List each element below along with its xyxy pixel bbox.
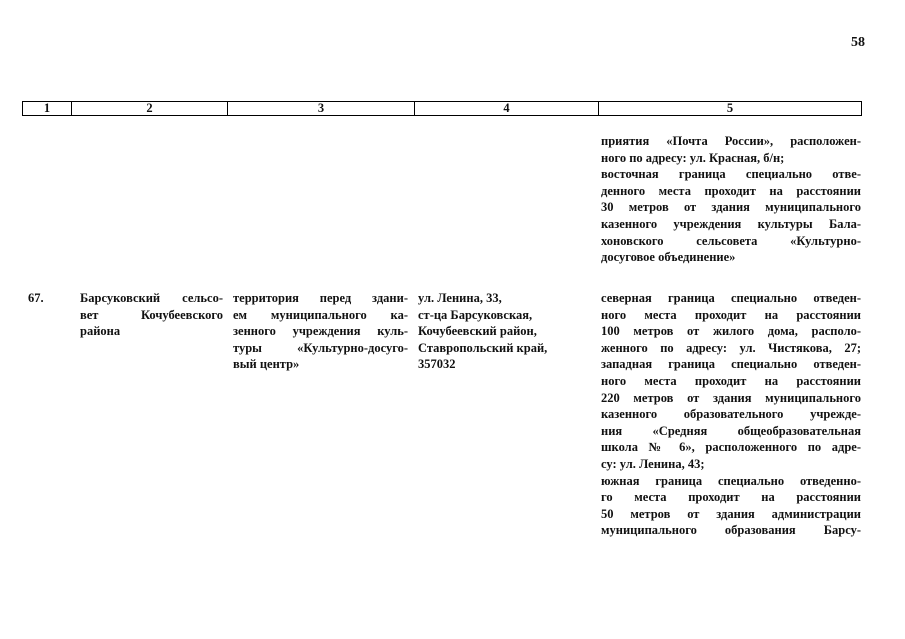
text-line: муниципального образования Барсу- [601,523,861,538]
text-line: вет Кочубеевского [80,307,223,322]
header-col-1: 1 [23,102,72,115]
page-number: 58 [851,35,865,50]
text-line: западная граница специально отведен- [601,357,861,372]
text-line: хоновского сельсовета «Культурно- [601,233,861,248]
text-line: Кочубеевский район, [418,324,537,339]
text-line: досуговое объединение» [601,250,736,265]
text-line: северная граница специально отведен- [601,291,861,305]
continuation-text [601,133,861,266]
text-line: ного места проходит на расстоянии [601,373,861,388]
text-line: туры «Культурно-досуго- [233,340,408,355]
header-col-4: 4 [415,102,599,115]
text-line: ст-ца Барсуковская, [418,307,533,322]
text-line: 357032 [418,357,456,372]
text-line: приятия «Почта России», расположен- [601,134,861,148]
header-col-2: 2 [72,102,228,115]
text-line: вый центр» [233,357,300,372]
text-line: Ставропольский край, [418,340,548,355]
text-line: района [80,324,121,339]
text-line: ул. Ленина, 33, [418,291,502,305]
text-line: Барсуковский сельсо- [80,291,223,305]
text-line: казенного учреждения культуры Бала- [601,216,861,231]
text-line: 30 метров от здания муниципального [601,200,861,215]
text-line: зенного учреждения куль- [233,324,408,339]
text-line: 100 метров от жилого дома, располо- [601,324,861,339]
text-line: территория перед здани- [233,291,408,305]
text-line: южная граница специально отведенно- [601,473,861,488]
text-line: го места проходит на расстоянии [601,490,861,505]
text-line: ного по адресу: ул. Красная, б/н; [601,150,785,165]
text-line: 50 метров от здания администрации [601,506,861,521]
text-line: восточная граница специально отве- [601,167,861,182]
text-line: женного по адресу: ул. Чистякова, 27; [601,340,861,355]
text-line: денного места проходит на расстоянии [601,183,861,198]
row-number: 67. [28,291,44,305]
place-cell [233,290,408,373]
text-line: 220 метров от здания муниципального [601,390,861,405]
municipality-cell [80,290,223,340]
header-col-5: 5 [726,101,734,115]
borders-cell [601,290,861,539]
address-cell [418,290,588,373]
text-line: ного места проходит на расстоянии [601,307,861,322]
text-line: казенного образовательного учрежде- [601,407,861,422]
text-line: ем муниципального ка- [233,307,408,322]
text-line: школа № 6», расположенного по адре- [601,440,861,455]
header-col-3: 3 [228,102,415,115]
text-line: ния «Средняя общеобразовательная [601,423,861,438]
text-line: су: ул. Ленина, 43; [601,456,705,471]
table-header-row [22,101,862,116]
